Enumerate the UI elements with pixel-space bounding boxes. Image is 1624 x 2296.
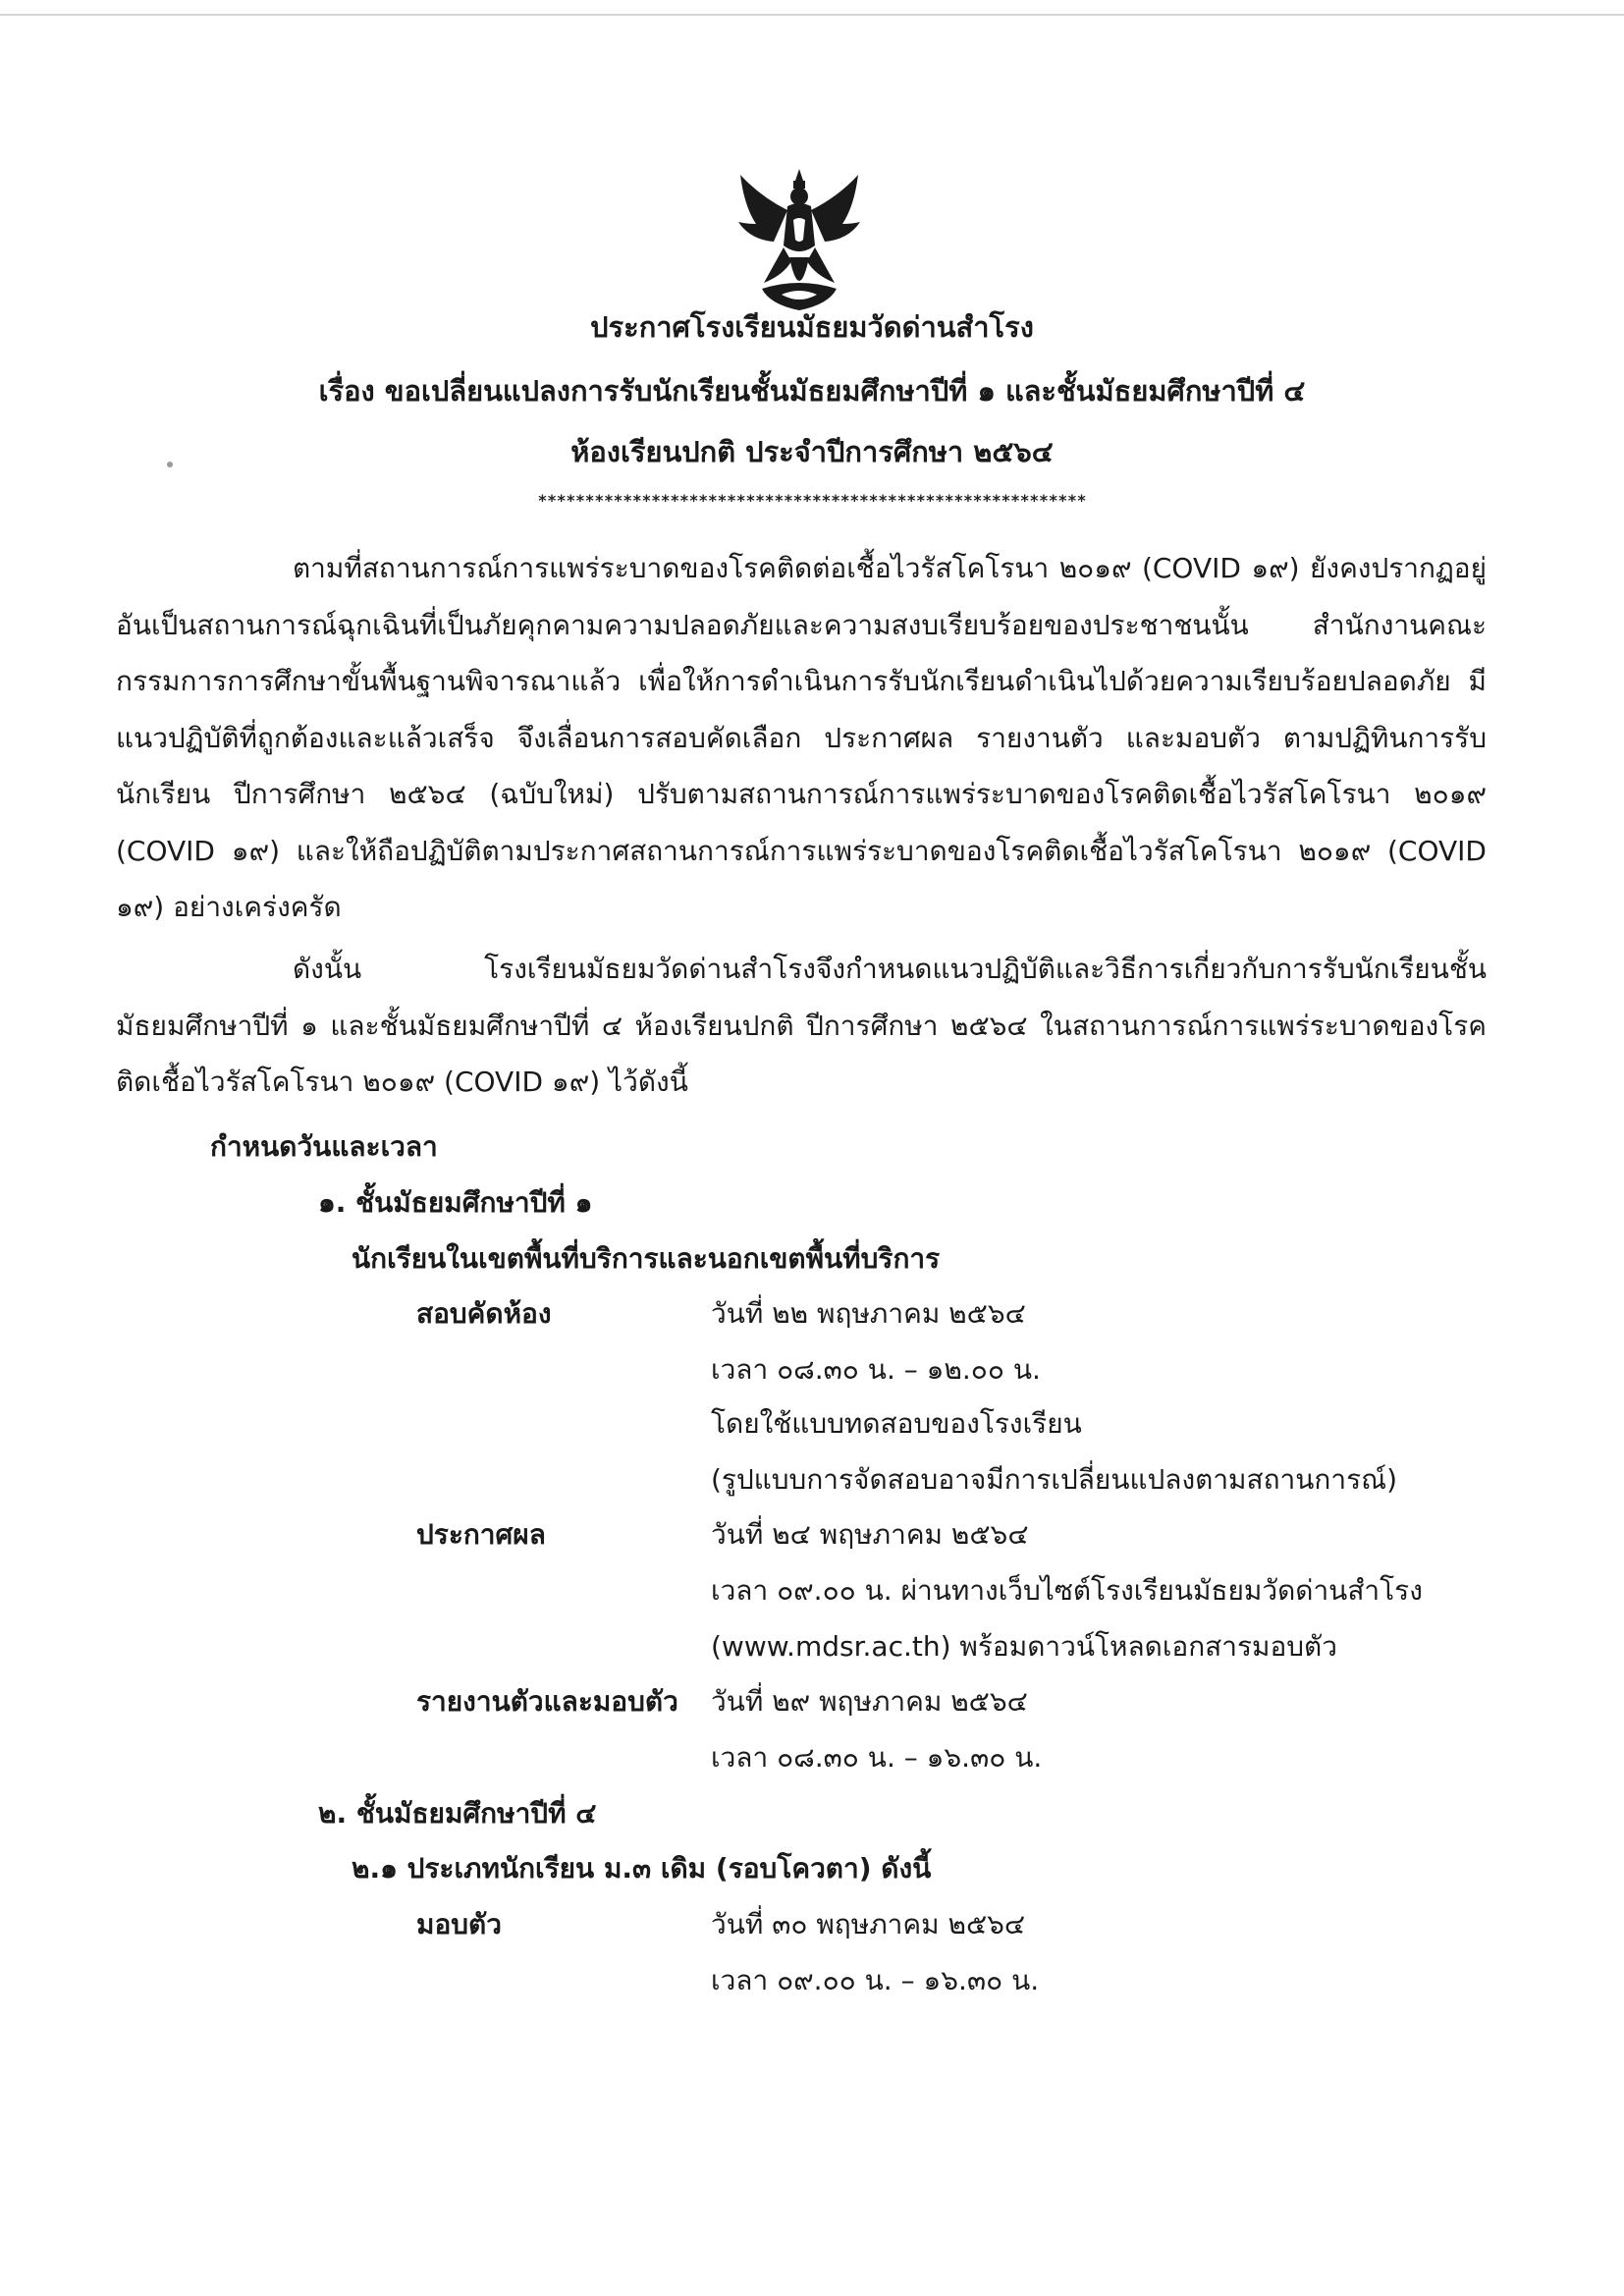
section-2-1-title: ๒.๑ ประเภทนักเรียน ม.๓ เดิม (รอบโควตา) ดังนี้ <box>352 1852 932 1885</box>
exam-note-1: โดยใช้แบบทดสอบของโรงเรียน <box>711 1407 1082 1440</box>
announce-date: วันที่ ๒๔ พฤษภาคม ๒๕๖๔ <box>711 1518 1029 1551</box>
announcement-subtitle: ห้องเรียนปกติ ประจำปีการศึกษา ๒๕๖๔ <box>570 435 1054 468</box>
section-1-title: ๑. ชั้นมัธยมศึกษาปีที่ ๑ <box>318 1186 593 1219</box>
announce-label: ประกาศผล <box>416 1518 546 1551</box>
exam-label: สอบคัดห้อง <box>416 1297 552 1330</box>
paragraph-guidelines-text: ดังนั้น โรงเรียนมัธยมวัดด่านสำโรงจึงกำหนดแนวปฏิบัติและวิธีการเกี่ยวกับการรับนักเรียนชั้นมัธยมศึกษาปีที่ ๑ และชั้นมัธยมศึกษาปีที่ ๔ ห้องเรียนปกติ ปีการศึกษา ๒๕๖๔ ในสถานการณ์การแพร่ระบาดของโรคติดเชื้อไวรัสโคโรนา ๒๐๑๙ (COVID ๑๙) ไว้ดังนี้ <box>116 953 1487 1098</box>
announce-time: เวลา ๐๙.๐๐ น. ผ่านทางเว็บไซต์โรงเรียนมัธยมวัดด่านสำโรง <box>711 1574 1423 1607</box>
announcement-subject: เรื่อง ขอเปลี่ยนแปลงการรับนักเรียนชั้นมัธยมศึกษาปีที่ ๑ และชั้นมัธยมศึกษาปีที่ ๔ <box>318 374 1306 408</box>
section-1-group: นักเรียนในเขตพื้นที่บริการและนอกเขตพื้นที่บริการ <box>352 1242 941 1275</box>
enrol-time: เวลา ๐๙.๐๐ น. – ๑๖.๓๐ น. <box>711 1964 1040 1996</box>
asterisk-divider: ********************************************************** <box>537 491 1087 510</box>
exam-date: วันที่ ๒๒ พฤษภาคม ๒๕๖๔ <box>711 1297 1026 1330</box>
schedule-heading: กำหนดวันและเวลา <box>210 1130 438 1163</box>
scan-edge-line <box>0 14 1624 16</box>
enrol-label: มอบตัว <box>416 1908 502 1941</box>
section-2-title: ๒. ชั้นมัธยมศึกษาปีที่ ๔ <box>318 1797 597 1830</box>
announce-website: (www.mdsr.ac.th) พร้อมดาวน์โหลดเอกสารมอบตัว <box>711 1630 1337 1663</box>
report-date: วันที่ ๒๙ พฤษภาคม ๒๕๖๔ <box>711 1685 1028 1718</box>
exam-note-2: (รูปแบบการจัดสอบอาจมีการเปลี่ยนแปลงตามสถานการณ์) <box>711 1463 1398 1496</box>
paragraph-background <box>116 540 1487 936</box>
garuda-emblem-icon <box>734 167 864 314</box>
exam-time: เวลา ๐๘.๓๐ น. – ๑๒.๐๐ น. <box>711 1353 1041 1386</box>
paragraph-guidelines <box>116 941 1487 1111</box>
enrol-date: วันที่ ๓๐ พฤษภาคม ๒๕๖๔ <box>711 1908 1026 1941</box>
paragraph-background-text: ตามที่สถานการณ์การแพร่ระบาดของโรคติดต่อเชื้อไวรัสโคโรนา ๒๐๑๙ (COVID ๑๙) ยังคงปรากฏอยู่ อันเป็นสถานการณ์ฉุกเฉินที่เป็นภัยคุกคามความปลอดภัยและความสงบเรียบร้อยของประชาชนนั้น สำนักงานคณะกรรมการการศึกษาขั้นพื้นฐานพิจารณาแล้ว เพื่อให้การดำเนินการรับนักเรียนดำเนินไปด้วยความเรียบร้อยปลอดภัย มีแนวปฏิบัติที่ถูกต้องและแล้วเสร็จ จึงเลื่อนการสอบคัดเลือก ประกาศผล รายงานตัว และมอบตัว ตามปฏิทินการรับนักเรียน ปีการศึกษา ๒๕๖๔ (ฉบับใหม่) ปรับตามสถานการณ์การแพร่ระบาดของโรคติดเชื้อไวรัสโคโรนา ๒๐๑๙ (COVID ๑๙) และให้ถือปฏิบัติตามประกาศสถานการณ์การแพร่ระบาดของโรคติดเชื้อไวรัสโคโรนา ๒๐๑๙ (COVID ๑๙) อย่างเคร่งครัด <box>116 552 1487 923</box>
report-label: รายงานตัวและมอบตัว <box>416 1685 678 1718</box>
report-time: เวลา ๐๘.๓๐ น. – ๑๖.๓๐ น. <box>711 1741 1043 1774</box>
announcement-title: ประกาศโรงเรียนมัธยมวัดด่านสำโรง <box>590 310 1034 344</box>
